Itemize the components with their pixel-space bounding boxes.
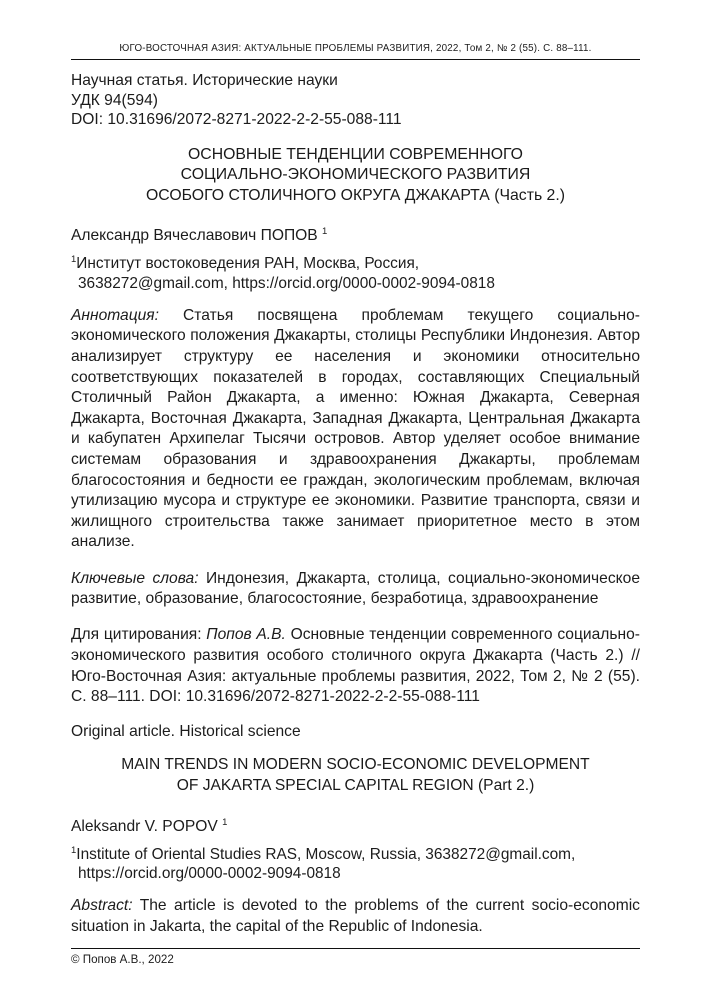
affiliation-ru-line-1 [71,254,640,273]
affiliation-en [71,845,640,884]
affiliation-en-line-1 [71,845,640,864]
title-ru-line-3: ОСОБОГО СТОЛИЧНОГО ОКРУГА ДЖАКАРТА (Часть 2.) [145,186,565,204]
title-en-line-2: OF JAKARTA SPECIAL CAPITAL REGION (Part 2.) [176,776,535,794]
abstract-ru-label: Аннотация: [71,306,159,324]
author-ru [71,227,640,245]
udk-line: УДК 94(594) [71,91,158,109]
citation-ru [71,625,640,707]
author-ru-name: Александр Вячеславович ПОПОВ [71,227,318,245]
keywords-ru-text: Индонезия, Джакарта, столица, социально-экономическое развитие, образование, благосостояние, безработица, здравоохранение [71,569,640,608]
citation-label: Для цитирования: [71,626,202,644]
author-en-name: Aleksandr V. POPOV [71,817,218,835]
abstract-en [71,896,640,937]
title-en-line-1: MAIN TRENDS IN MODERN SOCIO-ECONOMIC DEVELOPMENT [121,756,590,774]
meta-block [71,71,640,130]
affiliation-ru-line-2: 3638272@gmail.com, https://orcid.org/0000-0002-9094-0818 [78,274,495,292]
title-ru [71,145,640,207]
article-content [71,71,640,937]
article-type-ru: Научная статья. Исторические науки [71,72,338,89]
article-type-en: Original article. Historical science [71,723,301,741]
title-ru-line-2: СОЦИАЛЬНО-ЭКОНОМИЧЕСКОГО РАЗВИТИЯ [180,166,531,184]
affiliation-en-footnote-mark: 1 [71,844,77,856]
affiliation-en-line-2: https://orcid.org/0000-0002-9094-0818 [78,864,341,882]
author-en-footnote-mark: 1 [222,816,228,828]
affiliation-ru-text: Институт востоковедения РАН, Москва, Россия, [76,255,420,273]
page-footer [71,948,640,966]
author-en [71,818,640,836]
running-header [71,0,640,60]
abstract-en-label: Abstract: [71,897,133,915]
citation-text: Основные тенденции современного социально-экономического развития особого столичного округа Джакарта (Часть 2.) // Юго-Восточная Азия: актуальные проблемы развития, 2022, Том 2, № 2 (55). С. 88–111. DOI: 10.31696/2072-8271-2022-2-2-55-088-111 [71,626,640,706]
affiliation-ru [71,254,640,293]
title-ru-line-1: ОСНОВНЫЕ ТЕНДЕНЦИИ СОВРЕМЕННОГО [188,145,523,163]
abstract-ru-text: Статья посвящена проблемам текущего социально-экономического положения Джакарты, столицы Республики Индонезия. Автор анализирует структуру ее населения и экономики относительно соответствующих показателей в городах, составляющих Специальный Столичный Район Джакарта, а именно: Южная Джакарта, Северная Джакарта, Восточная Джакарта, Западная Джакарта, Центральная Джакарта и кабупатен Архипелаг Тысячи островов. Автор уделяет особое внимание системам образования и здравоохранения Джакарты, проблемам благосостояния и бедности ее граждан, экологическим проблемам, включая утилизацию мусора и структуре ее экономики. Развитие транспорта, связи и жилищного строительства также занимает приоритетное место в этом анализе. [71,306,640,551]
affiliation-ru-footnote-mark: 1 [71,254,77,266]
keywords-ru-label: Ключевые слова: [71,569,199,587]
citation-author: Попов А.В. [206,626,286,644]
author-ru-footnote-mark: 1 [322,226,328,238]
abstract-ru [71,306,640,553]
journal-header-text: ЮГО-ВОСТОЧНАЯ АЗИЯ: АКТУАЛЬНЫЕ ПРОБЛЕМЫ РАЗВИТИЯ, 2022, Том 2, № 2 (55). С. 88–111. [119,43,592,54]
abstract-en-text: The article is devoted to the problems of the current socio-economic situation in Jakarta, the capital of the Republic of Indonesia. [71,897,640,935]
affiliation-en-text: Institute of Oriental Studies RAS, Moscow, Russia, 3638272@gmail.com, [76,845,576,863]
keywords-ru [71,569,640,610]
copyright-line: © Попов А.В., 2022 [71,953,174,966]
title-en [71,755,640,796]
doi-line: DOI: 10.31696/2072-8271-2022-2-2-55-088-111 [71,111,402,128]
